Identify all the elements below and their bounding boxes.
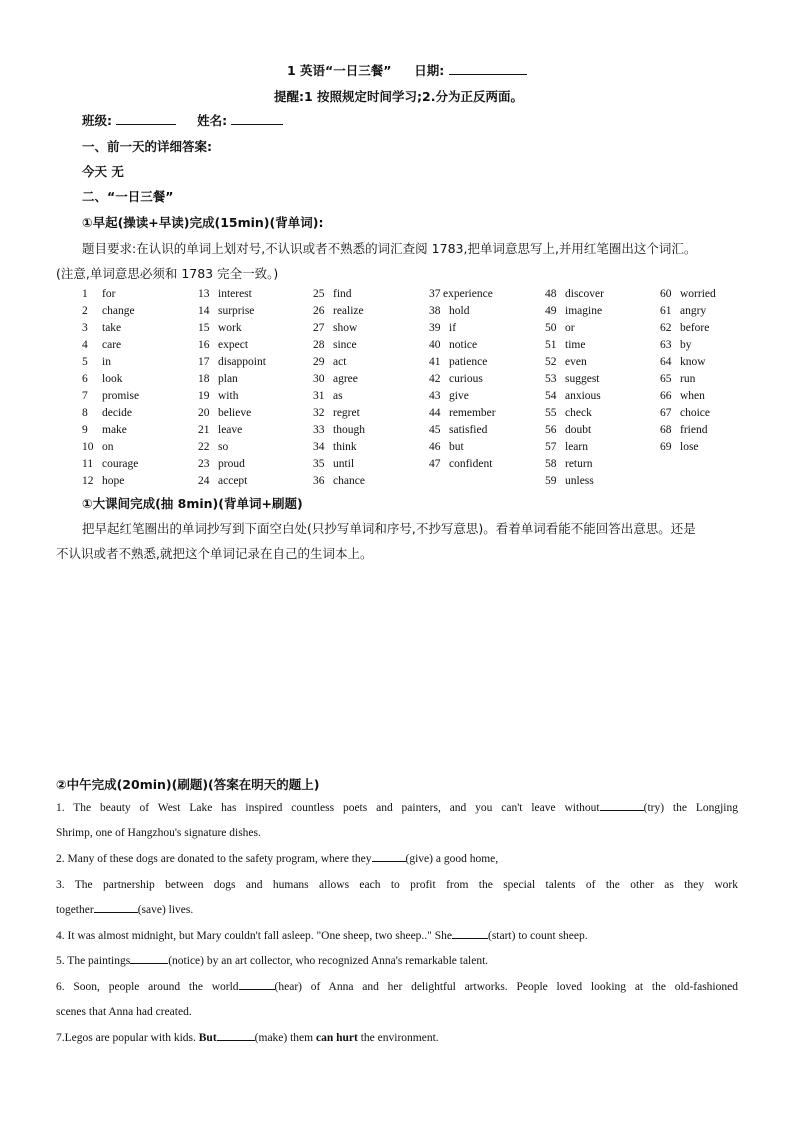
word-text: think [333,441,357,453]
q7-hint: (make) them [254,1032,314,1044]
word-number: 36 [313,475,325,487]
q5-text: 5. The paintings [56,955,131,967]
word-text: leave [218,424,243,436]
class-name-row [82,111,283,129]
word-text: remember [449,407,496,419]
word-text: on [102,441,114,453]
word-text: accept [218,475,248,487]
word-number: 10 [82,441,94,453]
question-1 [56,796,738,846]
word-item[interactable] [198,320,308,337]
word-number: 30 [313,373,325,385]
word-column [82,286,192,490]
word-text: angry [680,305,707,317]
word-text: since [333,339,357,351]
word-column [545,286,655,490]
word-item[interactable] [660,320,770,337]
word-number: 47 [429,458,441,470]
word-text: time [565,339,586,351]
word-item[interactable] [545,354,655,371]
word-item[interactable] [545,439,655,456]
question-3 [56,873,738,923]
word-number: 38 [429,305,441,317]
question-6-line1 [56,975,738,1000]
word-number: 48 [545,288,557,300]
word-item[interactable] [429,388,539,405]
word-number: 16 [198,339,210,351]
word-number: 18 [198,373,210,385]
word-item[interactable] [82,439,192,456]
word-number: 37 [429,288,441,300]
word-number: 45 [429,424,441,436]
word-item[interactable] [545,405,655,422]
word-number: 34 [313,441,325,453]
word-item[interactable] [660,405,770,422]
word-item[interactable] [660,303,770,320]
word-number: 49 [545,305,557,317]
word-text: choice [680,407,711,419]
word-item[interactable] [429,354,539,371]
q5-blank[interactable] [130,952,168,964]
word-text: confident [449,458,493,470]
word-item[interactable] [429,286,539,303]
word-item[interactable] [660,286,770,303]
word-number: 25 [313,288,325,300]
word-item[interactable] [198,337,308,354]
word-text: hope [102,475,125,487]
word-number: 32 [313,407,325,419]
word-item[interactable] [660,371,770,388]
word-item[interactable] [545,456,655,473]
word-text: if [449,322,457,334]
word-number: 54 [545,390,557,402]
word-text: care [102,339,122,351]
q5-hint: (notice) by an art collector, who recognized Anna's remarkable talent. [168,955,489,967]
word-text: disappoint [218,356,266,368]
word-item[interactable] [429,422,539,439]
word-text: unless [565,475,594,487]
word-text: anxious [565,390,601,402]
word-text: notice [449,339,478,351]
word-text: work [218,322,242,334]
word-number: 11 [82,458,94,470]
word-number: 60 [660,288,672,300]
word-item[interactable] [313,337,423,354]
word-text: discover [565,288,604,300]
word-number: 23 [198,458,210,470]
word-number: 65 [660,373,672,385]
word-column [660,286,770,456]
word-item[interactable] [313,473,423,490]
word-item[interactable] [429,320,539,337]
word-text: in [102,356,111,368]
word-number: 28 [313,339,325,351]
word-number: 64 [660,356,672,368]
word-item[interactable] [198,405,308,422]
q3-text: together [56,904,94,916]
word-number: 31 [313,390,325,402]
question-1-line1 [56,796,738,821]
q6-hint: (hear) of Anna and her delightful artworks. People loved looking at the old-fashioned [274,981,738,993]
word-text: suggest [565,373,600,385]
word-column [313,286,423,490]
word-text: surprise [218,305,255,317]
word-item[interactable] [313,371,423,388]
word-text: run [680,373,696,385]
word-item[interactable] [313,354,423,371]
word-text: decide [102,407,133,419]
word-number: 59 [545,475,557,487]
word-number: 8 [82,407,88,419]
q1-hint: (try) the Longjing [643,802,738,814]
word-number: 3 [82,322,88,334]
word-item[interactable] [660,439,770,456]
word-number: 46 [429,441,441,453]
word-number: 35 [313,458,325,470]
word-text: expect [218,339,249,351]
word-item[interactable] [82,337,192,354]
word-text: realize [333,305,364,317]
word-item[interactable] [545,422,655,439]
word-text: as [333,390,343,402]
question-5 [56,949,738,974]
word-item[interactable] [82,303,192,320]
word-number: 53 [545,373,557,385]
q7-blank[interactable] [217,1029,255,1041]
q2-hint: (give) a good home, [405,853,499,865]
word-item[interactable] [198,456,308,473]
word-number: 15 [198,322,210,334]
word-text: so [218,441,229,453]
word-text: imagine [565,305,603,317]
word-number: 52 [545,356,557,368]
word-number: 20 [198,407,210,419]
word-number: 17 [198,356,210,368]
word-number: 50 [545,322,557,334]
word-item[interactable] [545,303,655,320]
word-number: 44 [429,407,441,419]
word-number: 21 [198,424,210,436]
word-number: 57 [545,441,557,453]
word-number: 1 [82,288,88,300]
word-item[interactable] [313,439,423,456]
word-item[interactable] [313,286,423,303]
q6-blank[interactable] [239,978,275,990]
word-item[interactable] [198,473,308,490]
word-number: 9 [82,424,88,436]
word-number: 68 [660,424,672,436]
word-item[interactable] [313,405,423,422]
break-req-line1: 把早起红笔圈出的单词抄写到下面空白处(只抄写单词和序号,不抄写意思)。看着单词看能不能回答出意思。还是 [82,521,696,536]
q1-text: 1. The beauty of West Lake has inspired countless poets and painters, and you can't leave without [56,802,600,814]
question-2 [56,847,738,872]
title-text: 1 英语“一日三餐” [287,63,392,78]
name-blank[interactable] [231,112,283,125]
word-text: satisfied [449,424,488,436]
word-item[interactable] [82,422,192,439]
word-text: promise [102,390,140,402]
class-label: 班级: [82,113,112,128]
break-req-line2: 不认识或者不熟悉,就把这个单词记录在自己的生词本上。 [56,546,373,561]
morning-req-line1: 题目要求:在认识的单词上划对号,不认识或者不熟悉的词汇查阅 1783,把单词意思写上,并用红笔圈出这个词汇。 [82,241,697,256]
q4-hint: (start) to count sheep. [488,930,588,942]
word-item[interactable] [429,405,539,422]
word-number: 6 [82,373,88,385]
q7-but: But [198,1032,217,1044]
word-text: chance [333,475,365,487]
word-item[interactable] [429,337,539,354]
word-text: with [218,390,239,402]
date-blank[interactable] [449,62,527,75]
class-blank[interactable] [116,112,176,125]
q4-blank[interactable] [452,927,488,939]
noon-title: ②中午完成(20min)(刷题)(答案在明天的题上) [56,777,320,792]
word-number: 62 [660,322,672,334]
word-number: 39 [429,322,441,334]
word-number: 12 [82,475,94,487]
word-item[interactable] [545,473,655,490]
word-number: 5 [82,356,88,368]
word-item[interactable] [82,320,192,337]
word-number: 26 [313,305,325,317]
word-item[interactable] [198,371,308,388]
q7-end: the environment. [360,1032,439,1044]
word-item[interactable] [545,286,655,303]
name-label: 姓名: [197,113,228,128]
word-text: plan [218,373,238,385]
word-text: change [102,305,135,317]
q3-hint: (save) lives. [137,904,194,916]
word-number: 40 [429,339,441,351]
word-text: proud [218,458,245,470]
word-number: 13 [198,288,210,300]
word-item[interactable] [313,320,423,337]
word-text: believe [218,407,252,419]
question-1-line2: Shrimp, one of Hangzhou's signature dishes. [56,827,261,839]
word-text: look [102,373,123,385]
question-3-line1: 3. The partnership between dogs and humans allows each to profit from the special talents of the other as they work [56,879,738,891]
word-text: make [102,424,127,436]
word-number: 51 [545,339,557,351]
word-text: return [565,458,593,470]
word-item[interactable] [198,388,308,405]
section1-heading: 一、前一天的详细答案: [82,139,212,154]
word-text: patience [449,356,488,368]
question-3-line2 [56,898,738,923]
q2-text: 2. Many of these dogs are donated to the safety program, where they [56,853,372,865]
word-text: friend [680,424,708,436]
word-item[interactable] [313,388,423,405]
word-number: 63 [660,339,672,351]
question-6 [56,975,738,1025]
word-item[interactable] [82,286,192,303]
word-number: 33 [313,424,325,436]
word-item[interactable] [82,371,192,388]
word-number: 7 [82,390,88,402]
word-number: 55 [545,407,557,419]
word-text: experience [443,288,493,300]
word-item[interactable] [82,405,192,422]
word-item[interactable] [429,439,539,456]
q7-text: 7.Legos are popular with kids. [56,1032,196,1044]
word-text: act [333,356,347,368]
word-item[interactable] [82,473,192,490]
question-4 [56,924,738,949]
word-text: curious [449,373,483,385]
word-text: interest [218,288,252,300]
word-text: take [102,322,122,334]
word-text: show [333,322,358,334]
word-number: 2 [82,305,88,317]
q4-text: 4. It was almost midnight, but Mary couldn't fall asleep. "One sheep, two sheep.." She [56,930,452,942]
word-text: courage [102,458,139,470]
break-title: ①大课间完成(抽 8min)(背单词+刷题) [82,496,303,511]
word-number: 29 [313,356,325,368]
word-text: when [680,390,705,402]
q2-blank[interactable] [372,850,406,862]
word-text: find [333,288,352,300]
word-text: regret [333,407,360,419]
word-item[interactable] [82,354,192,371]
word-number: 24 [198,475,210,487]
word-number: 41 [429,356,441,368]
word-number: 14 [198,305,210,317]
word-text: but [449,441,464,453]
word-text: know [680,356,706,368]
word-item[interactable] [660,354,770,371]
word-item[interactable] [313,456,423,473]
word-text: check [565,407,592,419]
word-item[interactable] [313,303,423,320]
word-text: lose [680,441,699,453]
word-number: 43 [429,390,441,402]
word-text: even [565,356,587,368]
q3-blank[interactable] [94,901,138,913]
word-text: learn [565,441,588,453]
word-text: before [680,322,710,334]
word-text: though [333,424,365,436]
word-item[interactable] [545,388,655,405]
word-item[interactable] [313,422,423,439]
page-title [287,61,527,79]
date-label: 日期: [414,63,445,78]
word-text: worried [680,288,716,300]
word-item[interactable] [198,286,308,303]
section1-content: 今天 无 [82,164,124,179]
word-number: 67 [660,407,672,419]
word-number: 19 [198,390,210,402]
word-text: agree [333,373,358,385]
word-number: 66 [660,390,672,402]
word-number: 58 [545,458,557,470]
word-item[interactable] [660,388,770,405]
word-number: 42 [429,373,441,385]
word-text: give [449,390,469,402]
word-item[interactable] [660,422,770,439]
word-item[interactable] [82,388,192,405]
word-item[interactable] [198,303,308,320]
morning-title: ①早起(操读+早读)完成(15min)(背单词): [82,215,324,230]
word-column [198,286,308,490]
q1-blank[interactable] [600,799,644,811]
word-item[interactable] [660,337,770,354]
word-item[interactable] [429,303,539,320]
word-text: until [333,458,355,470]
word-number: 4 [82,339,88,351]
word-column [429,286,539,473]
word-item[interactable] [429,371,539,388]
word-number: 56 [545,424,557,436]
question-7 [56,1026,738,1051]
word-number: 22 [198,441,210,453]
word-item[interactable] [429,456,539,473]
word-item[interactable] [82,456,192,473]
word-text: by [680,339,692,351]
morning-req-line2: (注意,单词意思必须和 1783 完全一致。) [56,266,279,281]
word-item[interactable] [545,320,655,337]
word-item[interactable] [545,337,655,354]
question-6-line2: scenes that Anna had created. [56,1006,192,1018]
q7-bold: can hurt [315,1032,358,1044]
word-text: doubt [565,424,592,436]
word-item[interactable] [198,439,308,456]
reminder: 提醒:1 按照规定时间学习;2.分为正反两面。 [274,89,523,104]
word-number: 61 [660,305,672,317]
word-item[interactable] [198,354,308,371]
word-copy-area[interactable] [56,570,746,760]
word-number: 69 [660,441,672,453]
word-text: for [102,288,116,300]
word-text: hold [449,305,470,317]
q6-text: 6. Soon, people around the world [56,981,239,993]
section2-heading: 二、“一日三餐” [82,189,174,204]
word-item[interactable] [198,422,308,439]
word-item[interactable] [545,371,655,388]
word-number: 27 [313,322,325,334]
word-text: or [565,322,575,334]
